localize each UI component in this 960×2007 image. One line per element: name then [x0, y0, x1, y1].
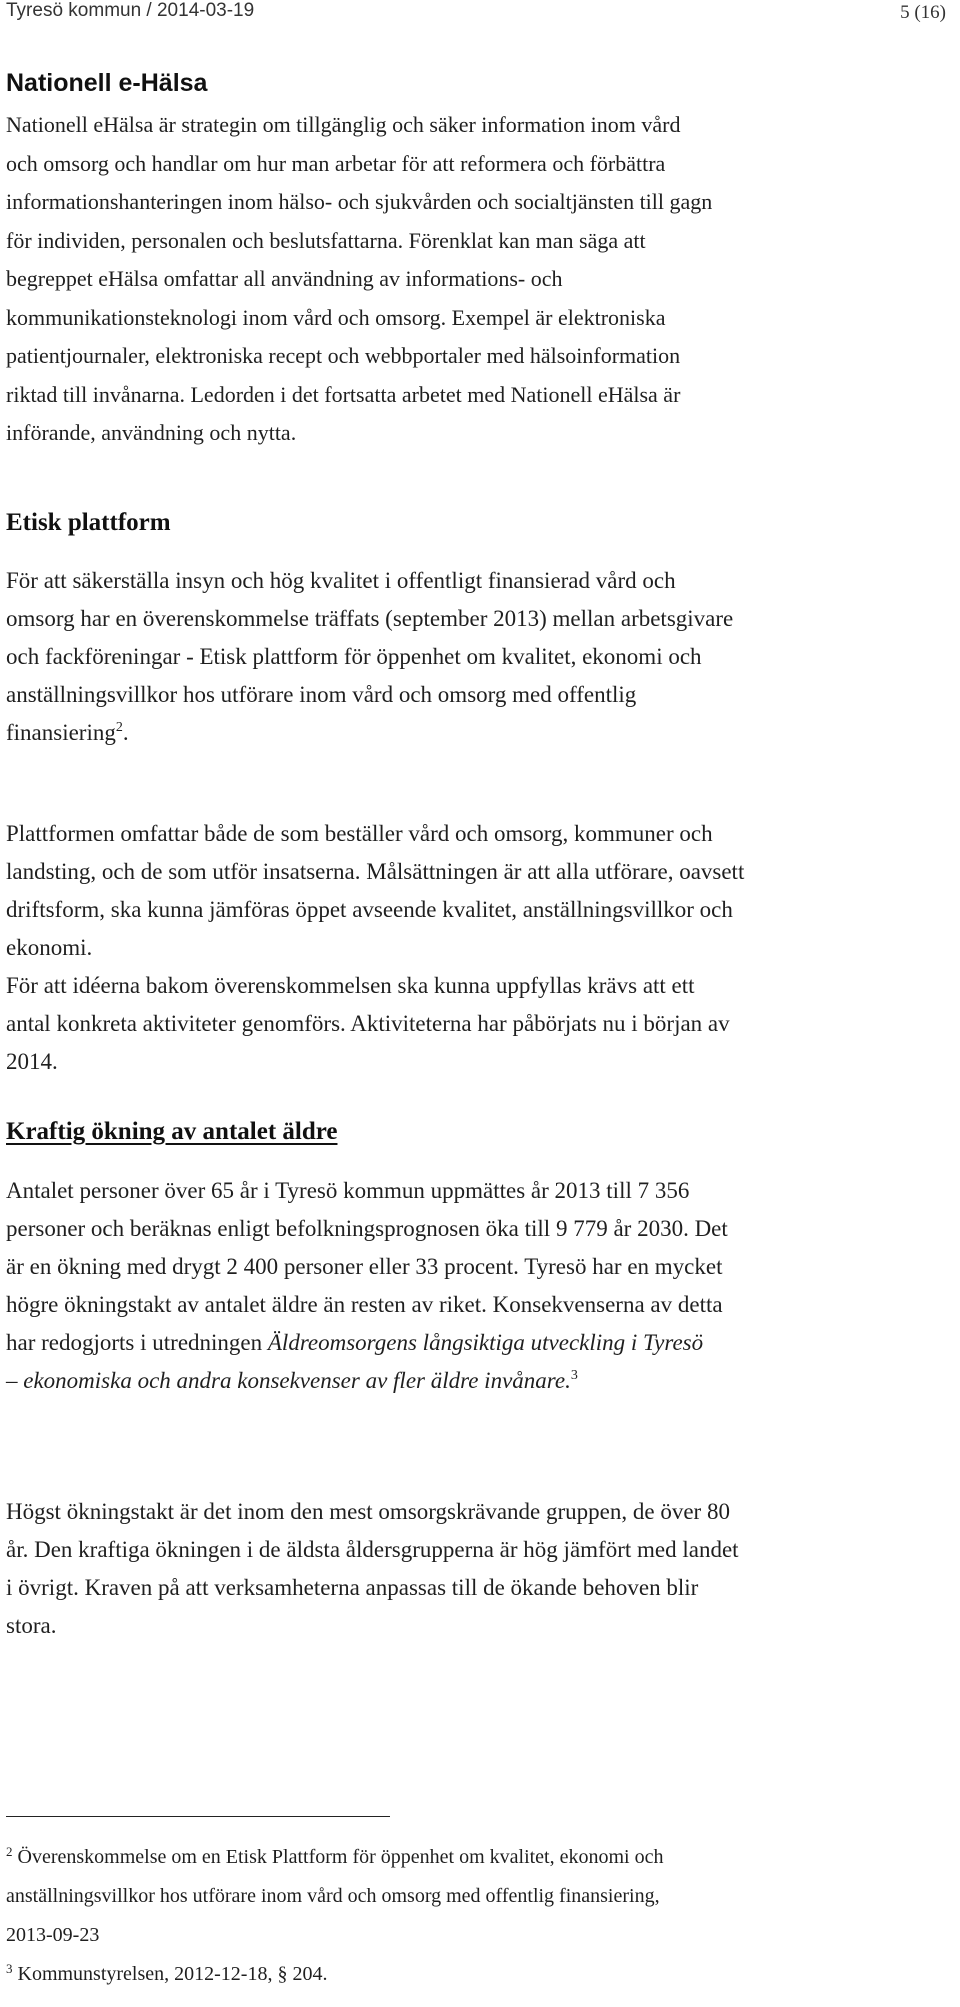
- text-line: driftsform, ska kunna jämföras öppet avseende kvalitet, anställningsvillkor och: [6, 897, 733, 922]
- footnote-3: [6, 1955, 954, 1994]
- heading-etisk-plattform: Etisk plattform: [6, 509, 171, 536]
- text-line: Plattformen omfattar både de som beställer vård och omsorg, kommuner och: [6, 821, 713, 846]
- heading-kraftig-okning: Kraftig ökning av antalet äldre: [6, 1118, 338, 1145]
- text-fragment: finansiering: [6, 720, 116, 745]
- text-line: för individen, personalen och beslutsfattarna. Förenklat kan man säga att: [6, 227, 646, 253]
- text-line: [6, 714, 954, 752]
- text-line: Nationell eHälsa är strategin om tillgänglig och säker information inom vård: [6, 112, 681, 137]
- text-line: antal konkreta aktiviteter genomförs. Aktiviteterna har påbörjats nu i början av: [6, 1011, 730, 1036]
- paragraph-kraftig-okning-2: [6, 1493, 954, 1645]
- footnotes: [6, 1838, 954, 1994]
- paragraph-etisk-plattform-1: [6, 562, 954, 752]
- footnote-2: [6, 1838, 954, 1877]
- header-org-date: Tyresö kommun / 2014-03-19: [6, 0, 255, 21]
- footnote-divider: [6, 1816, 390, 1817]
- text-line: [6, 1324, 954, 1362]
- text-line: år. Den kraftiga ökningen i de äldsta åldersgrupperna är hög jämfört med landet: [6, 1537, 739, 1562]
- text-line: personer och beräknas enligt befolkningsprognosen öka till 9 779 år 2030. Det: [6, 1216, 728, 1241]
- text-line: Högst ökningstakt är det inom den mest omsorgskrävande gruppen, de över 80: [6, 1499, 730, 1524]
- text-line: ekonomi.: [6, 935, 93, 960]
- text-fragment: .: [122, 720, 129, 745]
- report-title: Äldreomsorgens långsiktiga utveckling i Tyresö: [267, 1330, 704, 1355]
- report-subtitle: – ekonomiska och andra konsekvenser av fler äldre invånare.: [6, 1368, 571, 1393]
- text-line: För att idéerna bakom överenskommelsen ska kunna uppfyllas krävs att ett: [6, 973, 695, 998]
- footnote-ref-2: 2: [115, 720, 123, 735]
- text-fragment: har redogjorts i utredningen: [6, 1330, 268, 1355]
- heading-nationell-ehalsa: Nationell e-Hälsa: [6, 69, 208, 97]
- text-line: kommunikationsteknologi inom vård och omsorg. Exempel är elektroniska: [6, 304, 666, 330]
- footnote-text: Överenskommelse om en Etisk Plattform för öppenhet om kvalitet, ekonomi och: [12, 1846, 664, 1868]
- paragraph-nationell-ehalsa: [6, 106, 954, 453]
- footnote-ref-3: 3: [570, 1368, 578, 1383]
- text-line: i övrigt. Kraven på att verksamheterna anpassas till de ökande behoven blir: [6, 1575, 699, 1600]
- text-line: För att säkerställa insyn och hög kvalitet i offentligt finansierad vård och: [6, 568, 676, 593]
- footnote-mark-2: 2: [6, 1844, 13, 1859]
- footnote-text: Kommunstyrelsen, 2012-12-18, § 204.: [12, 1963, 328, 1985]
- text-line: Antalet personer över 65 år i Tyresö kommun uppmättes år 2013 till 7 356: [6, 1178, 690, 1203]
- text-line: är en ökning med drygt 2 400 personer eller 33 procent. Tyresö har en mycket: [6, 1254, 723, 1279]
- text-line: [6, 1362, 954, 1400]
- text-line: informationshanteringen inom hälso- och sjukvården och socialtjänsten till gagn: [6, 189, 713, 214]
- footnote-2-cont: anställningsvillkor hos utförare inom vård och omsorg med offentlig finansiering,: [6, 1885, 660, 1907]
- text-line: patientjournaler, elektroniska recept och webbportaler med hälsoinformation: [6, 343, 681, 368]
- text-line: 2014.: [6, 1049, 58, 1074]
- text-line: begreppet eHälsa omfattar all användning av informations- och: [6, 266, 563, 291]
- footnote-mark-3: 3: [6, 1961, 13, 1976]
- text-line: införande, användning och nytta.: [6, 420, 297, 445]
- text-line: högre ökningstakt av antalet äldre än resten av riket. Konsekvenserna av detta: [6, 1292, 723, 1317]
- text-line: landsting, och de som utför insatserna. Målsättningen är att alla utförare, oavsett: [6, 859, 745, 884]
- paragraph-kraftig-okning-1: [6, 1172, 954, 1400]
- footnote-2-date: 2013-09-23: [6, 1924, 100, 1946]
- text-line: riktad till invånarna. Ledorden i det fortsatta arbetet med Nationell eHälsa är: [6, 381, 681, 407]
- text-line: anställningsvillkor hos utförare inom vård och omsorg med offentlig: [6, 682, 637, 707]
- text-line: och fackföreningar - Etisk plattform för öppenhet om kvalitet, ekonomi och: [6, 644, 702, 669]
- header-page-number: 5 (16): [900, 2, 946, 23]
- text-line: omsorg har en överenskommelse träffats (september 2013) mellan arbetsgivare: [6, 606, 734, 631]
- text-line: stora.: [6, 1613, 57, 1638]
- text-line: och omsorg och handlar om hur man arbetar för att reformera och förbättra: [6, 150, 666, 176]
- paragraph-etisk-plattform-2: [6, 815, 954, 1081]
